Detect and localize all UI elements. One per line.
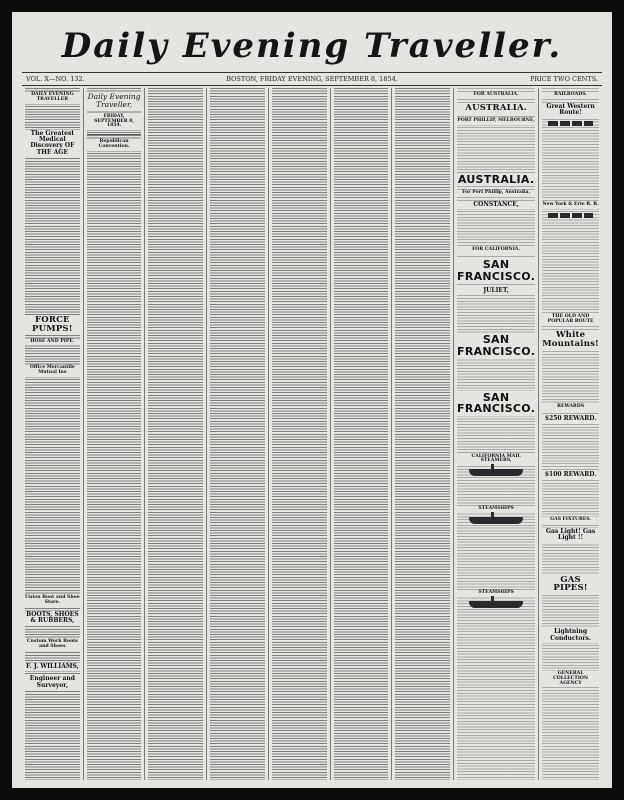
great-western-ad: Great Western Route! <box>542 103 599 118</box>
old-route-ad: THE OLD AND POPULAR ROUTE <box>542 314 599 326</box>
newspaper-page <box>12 12 612 788</box>
juliet-ad: JULIET, <box>457 287 535 295</box>
column-6 <box>330 88 392 780</box>
white-mountains-ad: White Mountains! <box>542 329 599 349</box>
boots-shoes-ad: BOOTS, SHOES & RUBBERS, <box>26 610 79 625</box>
constance-ad: CONSTANCE, <box>457 201 535 209</box>
editorial-convention: Republican Convention. <box>87 139 142 151</box>
column-1 <box>22 88 83 780</box>
steamship-icon-2 <box>469 517 524 524</box>
train-icon <box>548 121 593 126</box>
gas-pipes-ad: GAS PIPES! <box>542 575 599 595</box>
port-phillip-ad: PORT PHILLIP, MELBOURNE, <box>457 117 535 123</box>
san-francisco-ad-2: SAN FRANCISCO. <box>457 333 536 358</box>
column-7 <box>391 88 453 780</box>
force-pumps-ad: FORCE PUMPS! <box>25 315 80 335</box>
australia-head: FOR AUSTRALIA. <box>457 92 535 99</box>
mercantile-ins-ad: Office Mercantile Mutual Ins <box>25 365 80 377</box>
editorial-masthead: Daily Evening Traveller. <box>87 92 141 109</box>
reward-250-ad: $250 REWARD. <box>542 415 599 423</box>
lightning-conductors-ad: Lightning Conductors. <box>542 628 599 643</box>
column-4 <box>206 88 268 780</box>
masthead <box>12 12 612 70</box>
column-3 <box>144 88 206 780</box>
hose-pipe-ad: HOSE AND PIPE. <box>25 339 80 346</box>
reward-100-ad: $100 REWARD. <box>542 471 599 479</box>
williams-ad: F. J. WILLIAMS, <box>26 662 79 670</box>
port-phillip-ad-2: For Port Phillip, Australia. <box>457 190 535 197</box>
column-9 <box>538 88 602 780</box>
column-2 <box>83 88 145 780</box>
col1-medical-ad: The Greatest Medical Discovery OF THE AGE <box>25 130 80 157</box>
san-francisco-ad-3: SAN FRANCISCO. <box>457 390 536 416</box>
rewards-head: REWARDS <box>542 404 599 411</box>
steamship-icon <box>469 469 524 476</box>
newspaper-title: Daily Evening Traveller. <box>61 26 563 66</box>
dateline-bar <box>22 72 602 86</box>
col1-heading: DAILY EVENING TRAVELLER <box>25 92 80 104</box>
gas-fixtures-head: GAS FIXTURES. <box>542 517 599 524</box>
price: PRICE TWO CENTS. <box>529 75 598 83</box>
custom-work-ad: Custom Work Boots and Shoes <box>26 639 78 650</box>
mail-steamers-ad: CALIFORNIA MAIL STEAMERS, <box>457 454 535 466</box>
railroads-head: RAILROADS. <box>542 92 599 99</box>
steamship-icon-3 <box>469 601 524 608</box>
steamships-head-2: STEAMSHIPS <box>457 590 535 597</box>
column-5 <box>268 88 330 780</box>
erie-railroad-ad: New York & Erie R. R. <box>542 202 599 208</box>
editorial-date: FRIDAY, SEPTEMBER 8, 1854. <box>87 114 142 130</box>
columns <box>22 88 602 780</box>
gas-light-ad: Gas Light! Gas Light !! <box>542 528 599 543</box>
volume-number: VOL. X—NO. 132. <box>26 75 85 83</box>
engineer-ad: Engineer and Surveyor, <box>25 675 80 690</box>
san-francisco-ad-1: SAN FRANCISCO. <box>457 258 536 283</box>
australia-ad: AUSTRALIA. <box>457 103 535 114</box>
column-8 <box>453 88 538 780</box>
collection-agency-ad: GENERAL COLLECTION AGENCY <box>542 671 599 687</box>
train-icon-2 <box>548 213 593 218</box>
california-head: FOR CALIFORNIA. <box>457 247 535 254</box>
steamships-head-1: STEAMSHIPS <box>457 506 535 513</box>
australia-ad-2: AUSTRALIA. <box>457 172 535 186</box>
city-date: BOSTON, FRIDAY EVENING, SEPTEMBER 8, 1854. <box>226 75 398 83</box>
boot-store-ad: Union Boot and Shoe Store. <box>25 595 80 605</box>
